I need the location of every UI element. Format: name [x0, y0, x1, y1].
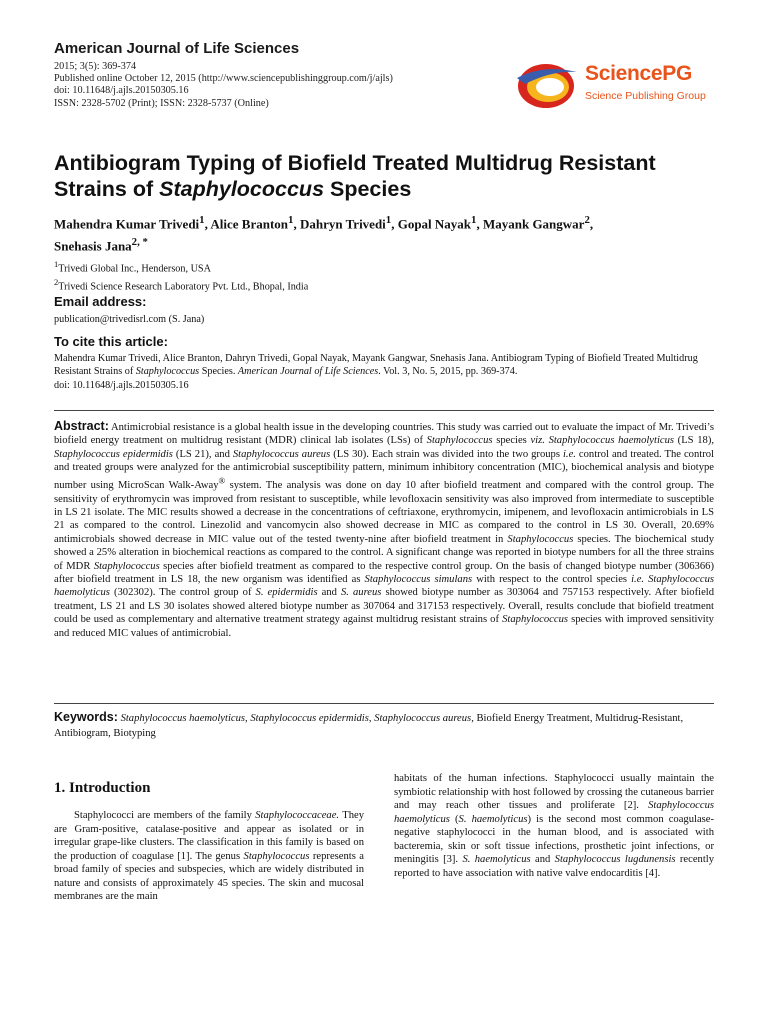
email-block [54, 294, 204, 325]
keywords-label: Keywords: [54, 710, 118, 724]
italic-text: Staphylococcus [243, 850, 310, 862]
author-name: Mahendra Kumar Trivedi [54, 216, 200, 232]
italic-text: Staphylococcus aureus [232, 448, 331, 460]
text-run: habitats of the human infections. Staphylococci usually maintain the symbiotic relationship with host followed by crossing the cutaneous barrier and may reach other tissues and proliferate [2]. [394, 773, 714, 811]
italic-text: S. haemolyticus [458, 813, 528, 825]
author-name: Snehasis Jana [54, 238, 132, 254]
title-line-2-post: Species [324, 177, 412, 201]
text-run: with respect to the control species [472, 574, 632, 585]
citation-authors: Mahendra Kumar Trivedi, Alice Branton, Dahryn Trivedi, Gopal Nayak, Mayank Gangwar, Snehasis Jana. Antibiogram Typing of Biofield Treated Multidrug Resistant Strains of [54, 353, 698, 378]
author-sup: 2 [584, 214, 590, 226]
affiliation-item [54, 258, 654, 276]
citation-heading: To cite this article: [54, 334, 168, 349]
text-run: , Biofield Energy Treatment, Multidrug-Resistant, Antibiogram, Biotyping [54, 713, 684, 739]
italic-text: Staphylococcus haemolyticus [120, 713, 246, 724]
affiliation-text: Trivedi Science Research Laboratory Pvt. Ltd., Bhopal, India [58, 281, 309, 293]
text-run: system. The analysis was done on day 10 after biofield treatment and compared with the control group. The sensitivity of erythromycin was improved from resistant to susceptible, while levofloxacin sensitivity was also improved from intermediate to susceptible in LS 21 isolate. The MIC results showed a decrease in the concentrations of ceftriaxone, erythromycin, imipenem, and levofloxacin antimicrobials in LS 21 as compared to the control. Linezolid and vancomycin also showed decrease in MIC as compared to the control in LS 30. Overall, 20.69% antimicrobials showed decrease in MIC value out of the tested twenty-nine after biofield treatment in [54, 480, 715, 545]
text-run: control and treated. The control and treated groups were analyzed for the antimicrobial susceptibility pattern, minimum inhibitory concentration (MIC), biochemical analysis and biotype number using MicroScan Walk-Away [54, 448, 714, 492]
doi-line: doi: 10.11648/j.ajls.20150305.16 [54, 85, 189, 97]
italic-text: Staphylococcus aureus [374, 713, 472, 724]
italic-text: S. aureus [340, 587, 382, 599]
author-sup: 2, * [131, 236, 148, 249]
italic-text: Staphylococcus simulans [364, 574, 473, 585]
abstract-label: Abstract: [54, 419, 109, 433]
author-name: Alice Branton [210, 216, 289, 232]
title-line-2-pre: Strains of [54, 177, 160, 201]
citation-text [54, 352, 714, 392]
italic-text: Staphylococcus haemolyticus [548, 435, 675, 447]
text-run: Antimicrobial resistance is a global health issue in the developing countries. This study was carried out to evaluate the impact of Mr. Trivedi’s biofield energy treatment on multidrug resistant (MDR) clinical lab isolates (LSs) of [54, 422, 714, 447]
text-run: species. The biochemical study showed a 25% alteration in biochemical reactions as compared to the control. A significant change was reported in biotype numbers for all the three strains of MDR [54, 533, 714, 572]
italic-text: Staphylococcus [507, 533, 574, 545]
text-run: (LS 18), [674, 435, 714, 447]
sciencepg-logo-icon [513, 58, 583, 112]
citation-block [54, 334, 714, 392]
text-run: species [492, 435, 531, 447]
citation-species: Staphylococcus [135, 366, 200, 378]
affiliation-sup: 1 [54, 259, 59, 269]
italic-text: Staphylococcaceae. [255, 810, 340, 821]
logo-subtitle: Science Publishing Group [585, 90, 706, 102]
italic-text: S. haemolyticus [462, 854, 531, 865]
divider-top [54, 410, 714, 411]
italic-text: Staphylococcus epidermidis [250, 713, 369, 724]
author-name: Gopal Nayak [397, 216, 472, 232]
italic-text: S. epidermidis [255, 587, 318, 599]
introduction-heading: 1. Introduction [54, 780, 151, 796]
abstract [54, 420, 714, 640]
title-line-2-italic: Staphylococcus [159, 177, 325, 201]
italic-text: Staphylococcus [502, 614, 569, 626]
italic-text: Staphylococcus haemolyticus [394, 800, 714, 825]
citation-volume: . Vol. 3, No. 5, 2015, pp. 369-374. [378, 366, 518, 378]
right-column [394, 772, 714, 880]
issue-info: 2015; 3(5): 369-374 [54, 61, 137, 72]
text-run: recently reported to have association with native valve endocarditis [4]. [394, 854, 714, 879]
italic-text: i.e. Staphylococcus haemolyticus [54, 574, 714, 599]
citation-mid: Species. [199, 366, 238, 378]
text-run: They are Gram-positive, catalase-positive and appear as isolated or in irregular grape-like clusters. The classification in this family is based on the production of coagulase [1]. The genus [54, 810, 364, 862]
affiliation-sup: 2 [54, 276, 59, 287]
author-list: Mahendra Kumar Trivedi$^1$, Alice Branton$^1$, Dahryn Trivedi$^1$, Gopal Nayak$^1$, Mayank Gangwar$^2$, Snehasis Jana$^{2, *}$ [54, 214, 594, 254]
author-sup: 1 [385, 214, 392, 226]
text-run: showed biotype number as 303064 and 757153 respectively. After biofield treatment, LS 21 and LS 30 isolates showed altered biotype number as 307064 and 317153 respectively. Overall, results conclude that biofield treatment could be used as complementary and alternative treatment strategy against multidrug resistant strains of [54, 587, 715, 626]
text-run: ) is the second most common coagulase-negative staphylococci in the human blood, and is associated with bacteremia, skin or soft tissue infections, prosthetic joint infections, or meningitis [3]. [394, 813, 715, 865]
logo-name: SciencePG [585, 62, 693, 85]
affiliation-text: Trivedi Global Inc., Henderson, USA [58, 263, 211, 275]
paper-title [54, 150, 734, 202]
author-name: Mayank Gangwar [482, 216, 585, 232]
italic-text: Staphylococcus [93, 560, 160, 572]
text-run: species with improved sensitivity and reduced MIC values of antimicrobial. [54, 614, 714, 639]
title-line-1: Antibiogram Typing of Biofield Treated Multidrug Resistant [54, 151, 656, 175]
affiliation-item [54, 276, 654, 294]
text-run: Staphylococci are members of the family [74, 810, 256, 821]
citation-doi: doi: 10.11648/j.ajls.20150305.16 [54, 379, 189, 391]
italic-text: Staphylococcus [426, 435, 493, 447]
text-run: species after biofield treatment as compared to the respective control group. On the basis of changed biotype number (306366) after biofield treatment in LS 18, the new organism was identified as [54, 560, 714, 585]
text-run: , [368, 713, 375, 724]
text-run: , [245, 713, 251, 724]
text-run: and [317, 587, 341, 599]
email-heading: Email address: [54, 294, 147, 309]
italic-text: Staphylococcus lugdunensis [554, 854, 676, 865]
superscript-text: ® [218, 475, 226, 486]
text-run: represents a broad family of species and subspecies, which are widely distributed in nature and consists of approximately 45 species. The skin and mucosal membranes are the main [54, 850, 364, 902]
text-run: ( [449, 813, 459, 825]
italic-text: i.e. [562, 448, 576, 460]
author-sup: 1 [199, 214, 205, 226]
text-run: and [530, 854, 555, 865]
published-online: Published online October 12, 2015 (http://www.sciencepublishinggroup.com/j/ajls) [54, 73, 393, 85]
journal-name: American Journal of Life Sciences [54, 40, 300, 57]
citation-journal: American Journal of Life Sciences [237, 366, 379, 378]
text-run: (LS 21), and [172, 448, 233, 460]
email-address[interactable]: publication@trivedisrl.com (S. Jana) [54, 314, 205, 325]
introduction-paragraph-right [394, 772, 714, 880]
author-sup: 1 [288, 214, 294, 226]
author-sup: 1 [471, 214, 477, 226]
italic-text: viz. [530, 435, 545, 447]
keywords [54, 710, 714, 741]
text-run: (302302). The control group of [109, 587, 256, 599]
left-column [54, 780, 364, 904]
divider-bottom [54, 703, 714, 704]
text-run: (LS 30). Each strain was divided into the two groups [330, 448, 563, 460]
author-name: Dahryn Trivedi [299, 216, 386, 232]
journal-header [54, 40, 514, 110]
sciencepg-logo [513, 58, 713, 112]
issn-line: ISSN: 2328-5702 (Print); ISSN: 2328-5737 (Online) [54, 97, 269, 109]
abstract-body [54, 422, 714, 639]
introduction-paragraph-left [54, 809, 364, 904]
italic-text: Staphylococcus epidermidis [54, 448, 173, 460]
keywords-body [54, 713, 683, 739]
affiliations [54, 258, 654, 294]
